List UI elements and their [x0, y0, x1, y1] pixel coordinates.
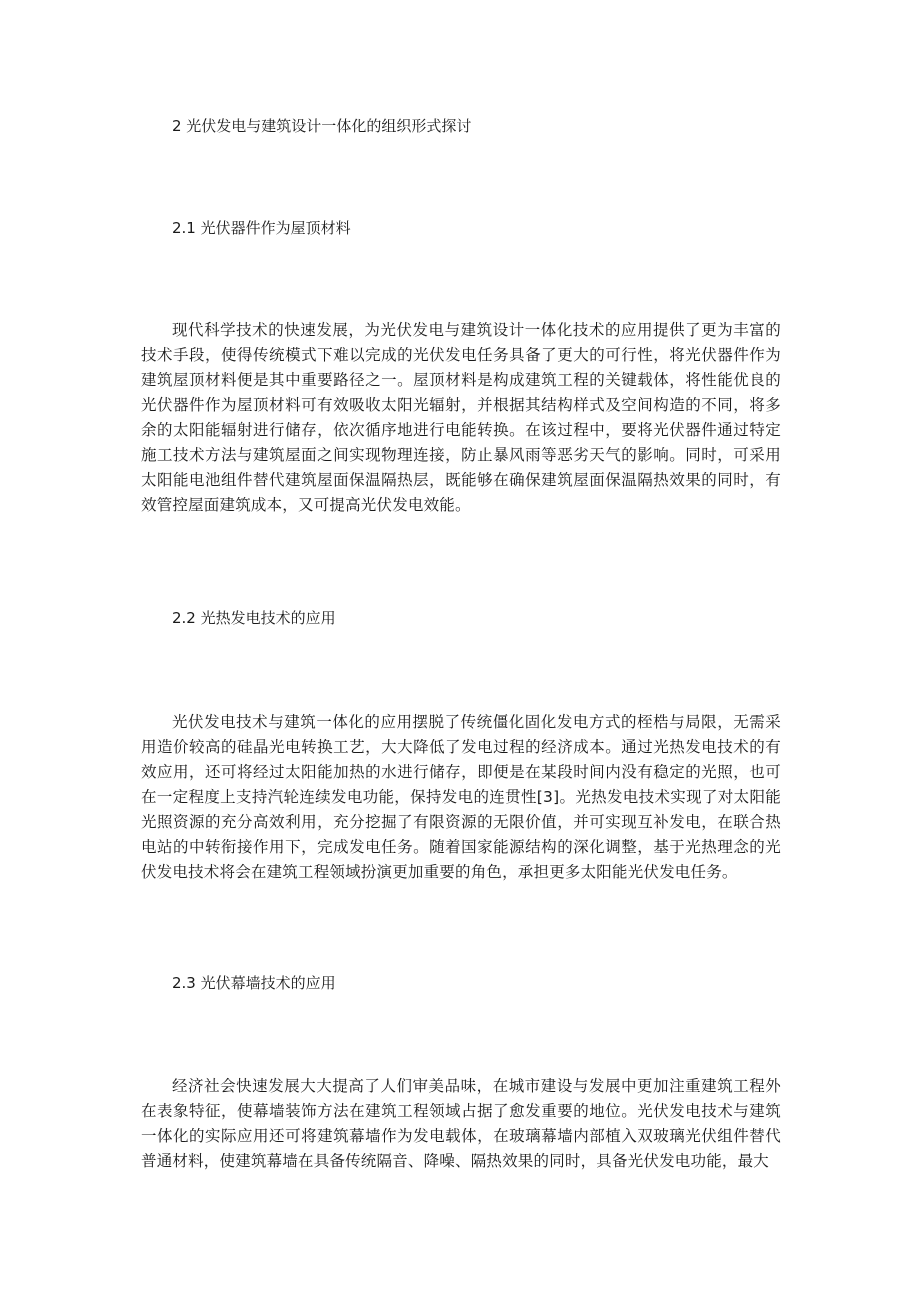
- subsection-heading-2-2: 2.2 光热发电技术的应用: [172, 609, 336, 627]
- section-title: 2 光伏发电与建筑设计一体化的组织形式探讨: [172, 117, 472, 135]
- subsection-heading-2-3: 2.3 光伏幕墙技术的应用: [172, 974, 336, 992]
- paragraph-2-1: 现代科学技术的快速发展，为光伏发电与建筑设计一体化技术的应用提供了更为丰富的技术手段，使得传统模式下难以完成的光伏发电任务具备了更大的可行性，将光伏器件作为建筑屋顶材料便是其中重要路径之一。屋顶材料是构成建筑工程的关键载体，将性能优良的光伏器件作为屋顶材料可有效吸收太阳光辐射，并根据其结构样式及空间构造的不同，将多余的太阳能辐射进行储存，依次循序地进行电能转换。在该过程中，要将光伏器件通过特定施工技术方法与建筑屋面之间实现物理连接，防止暴风雨等恶劣天气的影响。同时，可采用太阳能电池组件替代建筑屋面保温隔热层，既能够在确保建筑屋面保温隔热效果的同时，有效管控屋面建筑成本，又可提高光伏发电效能。: [141, 321, 781, 514]
- paragraph-2-3: 经济社会快速发展大大提高了人们审美品味，在城市建设与发展中更加注重建筑工程外在表象特征，使幕墙装饰方法在建筑工程领域占据了愈发重要的地位。光伏发电技术与建筑一体化的实际应用还可将建筑幕墙作为发电载体，在玻璃幕墙内部植入双玻璃光伏组件替代普通材料，使建筑幕墙在具备传统隔音、降噪、隔热效果的同时，具备光伏发电功能，最大: [141, 1077, 781, 1170]
- paragraph-2-2: 光伏发电技术与建筑一体化的应用摆脱了传统僵化固化发电方式的桎梏与局限，无需采用造价较高的硅晶光电转换工艺，大大降低了发电过程的经济成本。通过光热发电技术的有效应用，还可将经过太阳能加热的水进行储存，即便是在某段时间内没有稳定的光照，也可在一定程度上支持汽轮连续发电功能，保持发电的连贯性[3]。光热发电技术实现了对太阳能光照资源的充分高效利用，充分挖掘了有限资源的无限价值，并可实现互补发电，在联合热电站的中转衔接作用下，完成发电任务。随着国家能源结构的深化调整，基于光热理念的光伏发电技术将会在建筑工程领域扮演更加重要的角色，承担更多太阳能光伏发电任务。: [141, 713, 781, 881]
- subsection-heading-2-1: 2.1 光伏器件作为屋顶材料: [172, 219, 351, 237]
